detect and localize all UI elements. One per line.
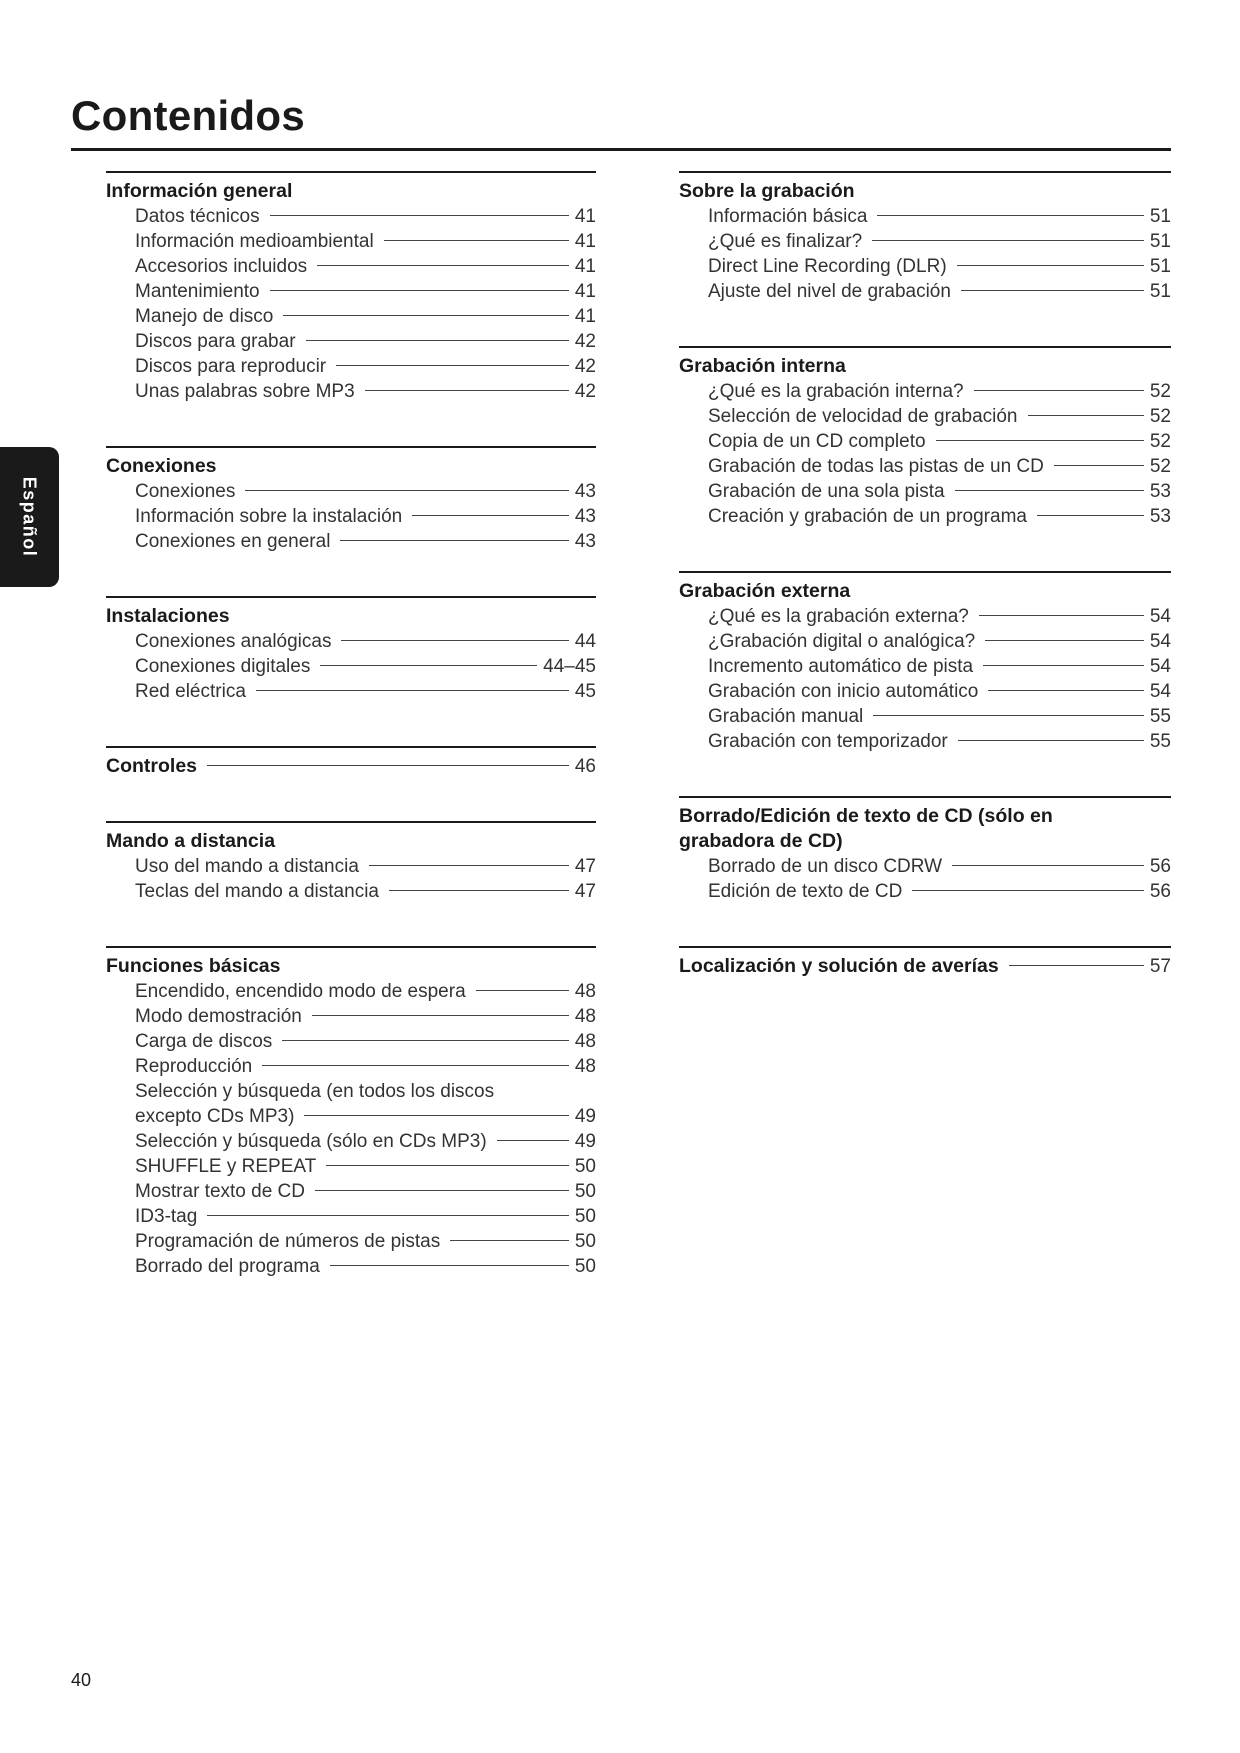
- dot-leader: [1054, 465, 1144, 466]
- dot-leader: [365, 390, 569, 391]
- section-heading: Conexiones: [106, 455, 217, 477]
- toc-entry-label: Red eléctrica: [135, 681, 246, 702]
- toc-entry[interactable]: [679, 629, 1171, 654]
- dot-leader: [912, 890, 1144, 891]
- dot-leader: [207, 765, 569, 766]
- dot-leader: [936, 440, 1144, 441]
- dot-leader: [369, 865, 569, 866]
- toc-entry-label: ¿Qué es finalizar?: [708, 231, 863, 252]
- dot-leader: [958, 740, 1144, 741]
- toc-entry-page: 48: [574, 1031, 596, 1052]
- section-heading: Borrado/Edición de texto de CD (sólo en: [679, 805, 1053, 827]
- toc-entry-label: Manejo de disco: [135, 306, 274, 327]
- toc-entry-label: Grabación de una sola pista: [708, 481, 945, 502]
- section-rule: [679, 796, 1171, 798]
- toc-section-mando-a-distancia: [106, 821, 596, 904]
- dot-leader: [952, 865, 1144, 866]
- section-rule: [679, 571, 1171, 573]
- toc-section-informacion-general: [106, 171, 596, 404]
- section-rule: [679, 346, 1171, 348]
- dot-leader: [873, 715, 1144, 716]
- dot-leader: [384, 240, 569, 241]
- toc-entry-page: 49: [574, 1106, 596, 1127]
- toc-entry-label: Discos para grabar: [135, 331, 296, 352]
- toc-entry[interactable]: [679, 854, 1171, 879]
- toc-entry-label: Grabación con temporizador: [708, 731, 948, 752]
- toc-entry[interactable]: [679, 229, 1171, 254]
- toc-entry-label: Conexiones analógicas: [135, 631, 332, 652]
- dot-leader: [497, 1140, 569, 1141]
- toc-entry[interactable]: [106, 379, 596, 404]
- toc-section-sobre-la-grabacion: [679, 171, 1171, 304]
- section-rule: [106, 446, 596, 448]
- dot-leader: [974, 390, 1144, 391]
- section-heading: Funciones básicas: [106, 955, 281, 977]
- toc-entry-page: 46: [574, 756, 596, 777]
- toc-entry-page: 53: [1149, 481, 1171, 502]
- toc-entry-label: Grabación con inicio automático: [708, 681, 979, 702]
- toc-entry-label[interactable]: Selección y búsqueda (en todos los discos: [135, 1081, 495, 1102]
- toc-entry-label: Información sobre la instalación: [135, 506, 403, 527]
- dot-leader: [961, 290, 1144, 291]
- toc-entry[interactable]: [679, 954, 1171, 979]
- toc-entry-label: Ajuste del nivel de grabación: [708, 281, 951, 302]
- toc-entry-page: 43: [574, 481, 596, 502]
- toc-entry-page: 48: [574, 981, 596, 1002]
- toc-entry-label: Selección y búsqueda (sólo en CDs MP3): [135, 1131, 487, 1152]
- toc-entry-label: Direct Line Recording (DLR): [708, 256, 947, 277]
- dot-leader: [320, 665, 537, 666]
- dot-leader: [330, 1265, 569, 1266]
- toc-entry[interactable]: [106, 1229, 596, 1254]
- toc-entry-label: Encendido, encendido modo de espera: [135, 981, 466, 1002]
- toc-section-grabacion-interna: [679, 346, 1171, 529]
- toc-entry-page: 41: [574, 206, 596, 227]
- toc-entry-page: 54: [1149, 656, 1171, 677]
- toc-entry-page: 41: [574, 256, 596, 277]
- toc-entry-label: Creación y grabación de un programa: [708, 506, 1027, 527]
- toc-entry[interactable]: [106, 304, 596, 329]
- toc-entry-label: Borrado de un disco CDRW: [708, 856, 943, 877]
- toc-entry[interactable]: [106, 1129, 596, 1154]
- toc-entry[interactable]: [679, 254, 1171, 279]
- toc-section-funciones-basicas: [106, 946, 596, 1279]
- toc-entry-label: ¿Qué es la grabación interna?: [708, 381, 964, 402]
- toc-entry-page: 50: [574, 1206, 596, 1227]
- toc-entry-page: 50: [574, 1181, 596, 1202]
- toc-entry-label: Unas palabras sobre MP3: [135, 381, 355, 402]
- toc-entry[interactable]: [679, 729, 1171, 754]
- toc-entry[interactable]: [106, 854, 596, 879]
- toc-entry-label: Modo demostración: [135, 1006, 302, 1027]
- dot-leader: [979, 615, 1144, 616]
- toc-entry-page: 55: [1149, 731, 1171, 752]
- toc-entry-page: 50: [574, 1256, 596, 1277]
- toc-entry-page: 51: [1149, 281, 1171, 302]
- toc-entry-page: 51: [1149, 256, 1171, 277]
- toc-entry-page: 41: [574, 306, 596, 327]
- section-heading: Instalaciones: [106, 605, 230, 627]
- toc-entry-label: ID3-tag: [135, 1206, 198, 1227]
- toc-entry-page: 48: [574, 1006, 596, 1027]
- toc-entry[interactable]: [106, 629, 596, 654]
- dot-leader: [988, 690, 1143, 691]
- toc-entry-label: Copia de un CD completo: [708, 431, 926, 452]
- toc-entry-page: 52: [1149, 381, 1171, 402]
- dot-leader: [985, 640, 1144, 641]
- toc-entry-page: 51: [1149, 231, 1171, 252]
- toc-entry[interactable]: [106, 679, 596, 704]
- toc-entry-page: 41: [574, 281, 596, 302]
- dot-leader: [1037, 515, 1144, 516]
- dot-leader: [315, 1190, 569, 1191]
- toc-entry[interactable]: [106, 254, 596, 279]
- toc-entry-page: 53: [1149, 506, 1171, 527]
- section-heading: Grabación externa: [679, 580, 851, 602]
- section-heading: Información general: [106, 180, 293, 202]
- section-rule: [106, 596, 596, 598]
- toc-entry-page: 41: [574, 231, 596, 252]
- page-title: Contenidos: [71, 92, 305, 139]
- toc-entry[interactable]: [106, 879, 596, 904]
- toc-entry-label: Selección de velocidad de grabación: [708, 406, 1018, 427]
- section-heading-continued: grabadora de CD): [679, 830, 843, 852]
- toc-entry-label: Discos para reproducir: [135, 356, 327, 377]
- dot-leader: [983, 665, 1144, 666]
- section-rule: [106, 946, 596, 948]
- toc-entry[interactable]: [106, 654, 596, 679]
- toc-entry[interactable]: [106, 1029, 596, 1054]
- toc-entry[interactable]: [679, 504, 1171, 529]
- toc-entry-page: 48: [574, 1056, 596, 1077]
- toc-entry[interactable]: [679, 654, 1171, 679]
- dot-leader: [262, 1065, 569, 1066]
- toc-entry-label: ¿Qué es la grabación externa?: [708, 606, 969, 627]
- toc-entry[interactable]: [106, 504, 596, 529]
- toc-entry-label: ¿Grabación digital o analógica?: [708, 631, 976, 652]
- toc-entry-page: 42: [574, 331, 596, 352]
- toc-entry[interactable]: [106, 479, 596, 504]
- dot-leader: [317, 265, 569, 266]
- dot-leader: [341, 640, 568, 641]
- toc-entry[interactable]: [106, 1154, 596, 1179]
- title-rule: [71, 148, 1171, 151]
- toc-entry-label: Programación de números de pistas: [135, 1231, 441, 1252]
- toc-entry-label: Información básica: [708, 206, 868, 227]
- toc-entry[interactable]: [106, 529, 596, 554]
- toc-entry[interactable]: [106, 1054, 596, 1079]
- toc-entry[interactable]: [679, 204, 1171, 229]
- dot-leader: [326, 1165, 569, 1166]
- toc-entry-page: 42: [574, 356, 596, 377]
- toc-entry-label: Mostrar texto de CD: [135, 1181, 305, 1202]
- toc-entry-label: Mantenimiento: [135, 281, 260, 302]
- section-rule: [106, 821, 596, 823]
- dot-leader: [270, 290, 569, 291]
- dot-leader: [304, 1115, 568, 1116]
- toc-entry-label: Información medioambiental: [135, 231, 374, 252]
- toc-entry[interactable]: [106, 329, 596, 354]
- toc-entry-label: Conexiones digitales: [135, 656, 311, 677]
- toc-section-controles: [106, 746, 596, 779]
- toc-entry[interactable]: [106, 979, 596, 1004]
- page-number: 40: [71, 1670, 92, 1690]
- dot-leader: [207, 1215, 569, 1216]
- dot-leader: [283, 315, 568, 316]
- toc-entry-label: Edición de texto de CD: [708, 881, 903, 902]
- dot-leader: [340, 540, 568, 541]
- toc-entry[interactable]: [679, 279, 1171, 304]
- toc-entry[interactable]: [679, 704, 1171, 729]
- toc-entry-page: 45: [574, 681, 596, 702]
- toc-entry-label: Borrado del programa: [135, 1256, 320, 1277]
- section-heading: Mando a distancia: [106, 830, 276, 852]
- toc-entry[interactable]: [106, 204, 596, 229]
- dot-leader: [256, 690, 569, 691]
- dot-leader: [872, 240, 1144, 241]
- toc-entry[interactable]: [106, 1254, 596, 1279]
- toc-entry[interactable]: [679, 479, 1171, 504]
- toc-entry[interactable]: [106, 754, 596, 779]
- toc-entry[interactable]: [679, 429, 1171, 454]
- toc-entry-page: 47: [574, 881, 596, 902]
- toc-section-conexiones: [106, 446, 596, 554]
- toc-entry-label: Teclas del mando a distancia: [135, 881, 379, 902]
- toc-entry-page: 44: [574, 631, 596, 652]
- toc-entry-label: Accesorios incluidos: [135, 256, 308, 277]
- toc-entry-page: 43: [574, 531, 596, 552]
- toc-entry[interactable]: [106, 1104, 596, 1129]
- toc-entry[interactable]: [679, 454, 1171, 479]
- section-rule: [679, 946, 1171, 948]
- toc-entry[interactable]: [679, 604, 1171, 629]
- dot-leader: [1009, 965, 1144, 966]
- dot-leader: [412, 515, 569, 516]
- dot-leader: [306, 340, 569, 341]
- toc-entry-page: 54: [1149, 631, 1171, 652]
- dot-leader: [450, 1240, 569, 1241]
- dot-leader: [877, 215, 1143, 216]
- toc-section-localizacion: [679, 946, 1171, 979]
- toc-entry-label: SHUFFLE y REPEAT: [135, 1156, 317, 1177]
- toc-entry-page: 50: [574, 1231, 596, 1252]
- toc-entry[interactable]: [679, 879, 1171, 904]
- section-heading: Grabación interna: [679, 355, 846, 377]
- dot-leader: [312, 1015, 569, 1016]
- toc-entry-page: 55: [1149, 706, 1171, 727]
- toc-entry-label: Grabación de todas las pistas de un CD: [708, 456, 1044, 477]
- dot-leader: [245, 490, 569, 491]
- dot-leader: [957, 265, 1144, 266]
- section-heading: Controles: [106, 755, 198, 777]
- toc-entry-page: 49: [574, 1131, 596, 1152]
- toc-entry[interactable]: [679, 379, 1171, 404]
- dot-leader: [336, 365, 569, 366]
- section-rule: [106, 746, 596, 748]
- toc-entry-page: 52: [1149, 456, 1171, 477]
- toc-entry-label: Grabación manual: [708, 706, 864, 727]
- section-rule: [679, 171, 1171, 173]
- toc-entry-page: 57: [1149, 956, 1171, 977]
- toc-entry-page: 56: [1149, 881, 1171, 902]
- toc-entry-page: 52: [1149, 406, 1171, 427]
- language-tab-label: Español: [19, 476, 40, 558]
- toc-entry-page: 50: [574, 1156, 596, 1177]
- toc-entry[interactable]: [106, 354, 596, 379]
- dot-leader: [955, 490, 1144, 491]
- dot-leader: [476, 990, 569, 991]
- dot-leader: [389, 890, 569, 891]
- toc-entry[interactable]: [106, 1004, 596, 1029]
- toc-entry[interactable]: [679, 679, 1171, 704]
- toc-entry-page: 56: [1149, 856, 1171, 877]
- toc-entry-label: Incremento automático de pista: [708, 656, 974, 677]
- toc-entry-label: Conexiones: [135, 481, 236, 502]
- toc-entry-page: 42: [574, 381, 596, 402]
- toc-entry[interactable]: [106, 279, 596, 304]
- toc-section-grabacion-externa: [679, 571, 1171, 754]
- toc-entry[interactable]: [106, 229, 596, 254]
- toc-section-borrado-edicion: [679, 796, 1171, 904]
- toc-entry-label: Carga de discos: [135, 1031, 273, 1052]
- dot-leader: [282, 1040, 569, 1041]
- toc-entry-label: Uso del mando a distancia: [135, 856, 359, 877]
- toc-entry[interactable]: [106, 1204, 596, 1229]
- section-heading: Localización y solución de averías: [679, 955, 999, 977]
- section-rule: [106, 171, 596, 173]
- toc-entry-label: Reproducción: [135, 1056, 253, 1077]
- toc-entry-page: 44–45: [543, 656, 596, 677]
- toc-entry[interactable]: [106, 1179, 596, 1204]
- section-heading: Sobre la grabación: [679, 180, 855, 202]
- toc-entry[interactable]: [679, 404, 1171, 429]
- toc-entry-label: Datos técnicos: [135, 206, 260, 227]
- dot-leader: [1028, 415, 1144, 416]
- dot-leader: [270, 215, 569, 216]
- toc-entry-label: excepto CDs MP3): [135, 1106, 295, 1127]
- language-tab: [0, 447, 59, 587]
- toc-entry-page: 51: [1149, 206, 1171, 227]
- toc-section-instalaciones: [106, 596, 596, 704]
- toc-entry-page: 54: [1149, 606, 1171, 627]
- toc-entry-page: 52: [1149, 431, 1171, 452]
- toc-entry-page: 43: [574, 506, 596, 527]
- toc-entry-label: Conexiones en general: [135, 531, 331, 552]
- toc-entry-page: 54: [1149, 681, 1171, 702]
- toc-entry-page: 47: [574, 856, 596, 877]
